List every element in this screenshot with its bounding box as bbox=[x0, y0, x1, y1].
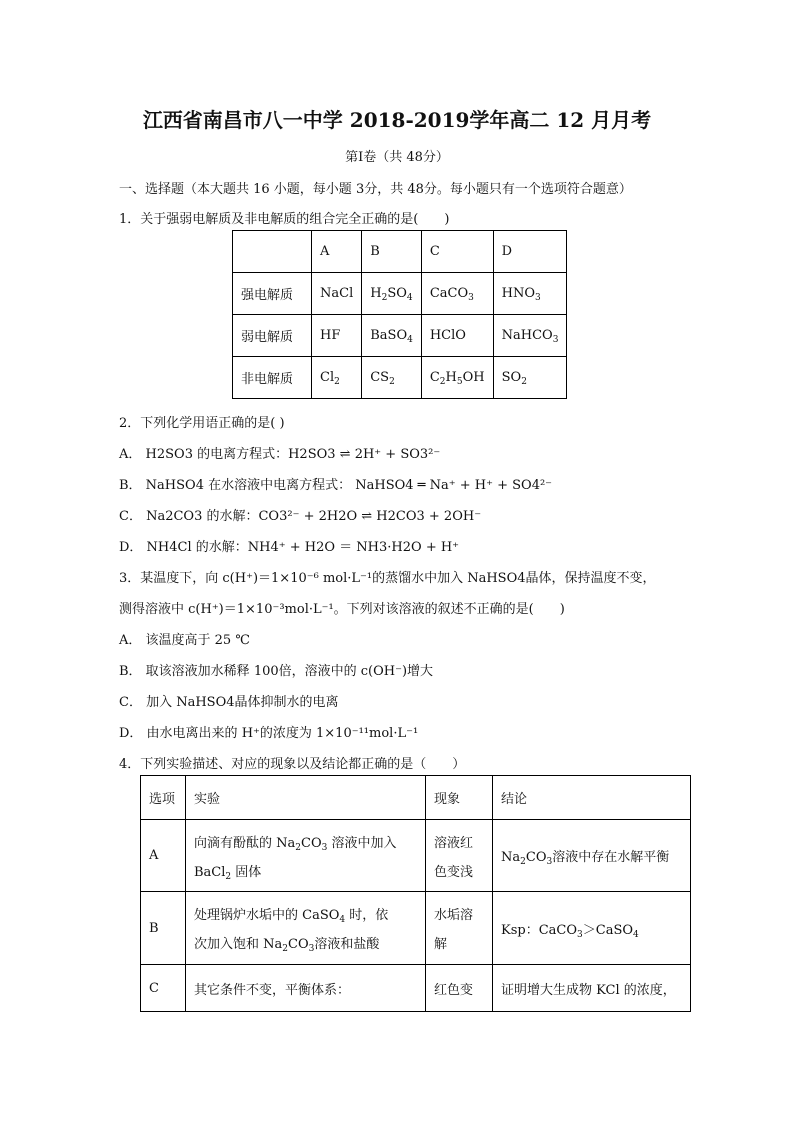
table-cell: $Na_2CO_3$溶液中存在水解平衡 bbox=[493, 820, 691, 892]
table-cell: C bbox=[141, 965, 186, 1012]
q4-stem: 4．下列实验描述、对应的现象以及结论都正确的是（ ） bbox=[119, 757, 466, 772]
table-cell bbox=[233, 231, 312, 273]
table-cell: HClO bbox=[421, 315, 493, 357]
q3-stem-line1: 3．某温度下，向 c(H⁺)＝1×10⁻⁶ mol·L⁻¹的蒸馏水中加入 NaHSO4晶体，保持温度不变， bbox=[119, 571, 656, 586]
table-cell: 强电解质 bbox=[233, 273, 312, 315]
q3-option-c: C． 加入 NaHSO4晶体抑制水的电离 bbox=[119, 695, 339, 710]
table-cell: NaCl bbox=[312, 273, 362, 315]
table-cell: 弱电解质 bbox=[233, 315, 312, 357]
cell-line: 处理锅炉水垢中的 CaSO$_4$ 时，依 bbox=[194, 908, 389, 925]
q4-table bbox=[140, 775, 691, 1012]
table-cell: CaCO$_3$ bbox=[421, 273, 493, 315]
table-cell: HF bbox=[312, 315, 362, 357]
table-cell: 选项 bbox=[141, 776, 186, 820]
table-cell: Ksp：CaCO$_3$＞CaSO$_4$ bbox=[493, 892, 691, 965]
cell-line: 溶液红 bbox=[434, 835, 474, 851]
table-cell bbox=[426, 820, 493, 892]
q2-option-d: D． NH4Cl 的水解：NH4⁺ + H2O ＝ NH3·H2O + H⁺ bbox=[119, 540, 460, 555]
q2-option-b: B． NaHSO4 在水溶液中电离方程式： NaHSO4 ═ Na⁺ + H⁺ + SO4²⁻ bbox=[119, 478, 553, 493]
q2-option-c: C． Na2CO3 的水解：CO3²⁻ + 2H2O ⇌ H2CO3 + 2OH⁻ bbox=[119, 509, 482, 524]
table-cell: 红色变 bbox=[426, 965, 493, 1012]
cell-line: 次加入饱和 $Na_2CO_3$溶液和盐酸 bbox=[194, 937, 380, 954]
table-cell: A bbox=[141, 820, 186, 892]
table-cell: D bbox=[493, 231, 567, 273]
table-row bbox=[141, 820, 691, 892]
cell-line: 向滴有酚酞的 $Na_2CO_3$ 溶液中加入 bbox=[194, 835, 397, 853]
table-cell: NaHCO$_3$ bbox=[493, 315, 567, 357]
table-cell: $SO_2$ bbox=[493, 357, 567, 399]
table-cell: C bbox=[421, 231, 493, 273]
section-subtitle: 第Ⅰ卷（共 48分） bbox=[345, 150, 449, 165]
q3-option-b: B． 取该溶液加水稀释 100倍，溶液中的 c(OH⁻)增大 bbox=[119, 664, 434, 679]
table-row bbox=[233, 315, 567, 357]
table-cell: BaSO$_4$ bbox=[362, 315, 422, 357]
table-cell bbox=[186, 820, 426, 892]
table-header-row bbox=[233, 231, 567, 273]
cell-line: 水垢溶 bbox=[434, 908, 474, 923]
table-cell: $C_2H_5OH$ bbox=[421, 357, 493, 399]
cell-line: 解 bbox=[434, 937, 448, 952]
table-header-row bbox=[141, 776, 691, 820]
table-row bbox=[141, 965, 691, 1012]
table-cell: 证明增大生成物 KCl 的浓度， bbox=[493, 965, 691, 1012]
table-cell: $Cl_2$ bbox=[312, 357, 362, 399]
table-cell: B bbox=[362, 231, 422, 273]
table-cell: $CS_2$ bbox=[362, 357, 422, 399]
table-row bbox=[233, 357, 567, 399]
table-cell: 现象 bbox=[426, 776, 493, 820]
cell-line: BaCl$_2$ 固体 bbox=[194, 864, 262, 882]
table-row bbox=[233, 273, 567, 315]
table-cell: 其它条件不变，平衡体系： bbox=[186, 965, 426, 1012]
q2-option-a: A． H2SO3 的电离方程式：H2SO3 ⇌ 2H⁺ + SO3²⁻ bbox=[119, 447, 441, 462]
section-heading: 一、选择题（本大题共 16 小题，每小题 3分，共 48分。每小题只有一个选项符合题意） bbox=[119, 182, 632, 197]
q3-option-a: A． 该温度高于 25 ℃ bbox=[119, 633, 250, 648]
page-title: 江西省南昌市八一中学 2018-2019学年高二 12 月月考 bbox=[142, 108, 652, 132]
q1-table bbox=[232, 230, 567, 399]
q2-stem: 2．下列化学用语正确的是( ) bbox=[119, 416, 285, 431]
table-cell: B bbox=[141, 892, 186, 965]
cell-line: 色变浅 bbox=[434, 864, 474, 880]
q1-stem: 1．关于强弱电解质及非电解质的组合完全正确的是( ) bbox=[119, 212, 450, 227]
table-cell bbox=[186, 892, 426, 965]
q3-option-d: D． 由水电离出来的 H⁺的浓度为 1×10⁻¹¹mol·L⁻¹ bbox=[119, 726, 419, 741]
table-row bbox=[141, 892, 691, 965]
table-cell: $HNO_3$ bbox=[493, 273, 567, 315]
table-cell: $H_2SO_4$ bbox=[362, 273, 422, 315]
table-cell: 结论 bbox=[493, 776, 691, 820]
table-cell: A bbox=[312, 231, 362, 273]
table-cell: 实验 bbox=[186, 776, 426, 820]
table-cell bbox=[426, 892, 493, 965]
table-cell: 非电解质 bbox=[233, 357, 312, 399]
q3-stem-line2: 测得溶液中 c(H⁺)＝1×10⁻³mol·L⁻¹。下列对该溶液的叙述不正确的是( ) bbox=[119, 602, 565, 617]
